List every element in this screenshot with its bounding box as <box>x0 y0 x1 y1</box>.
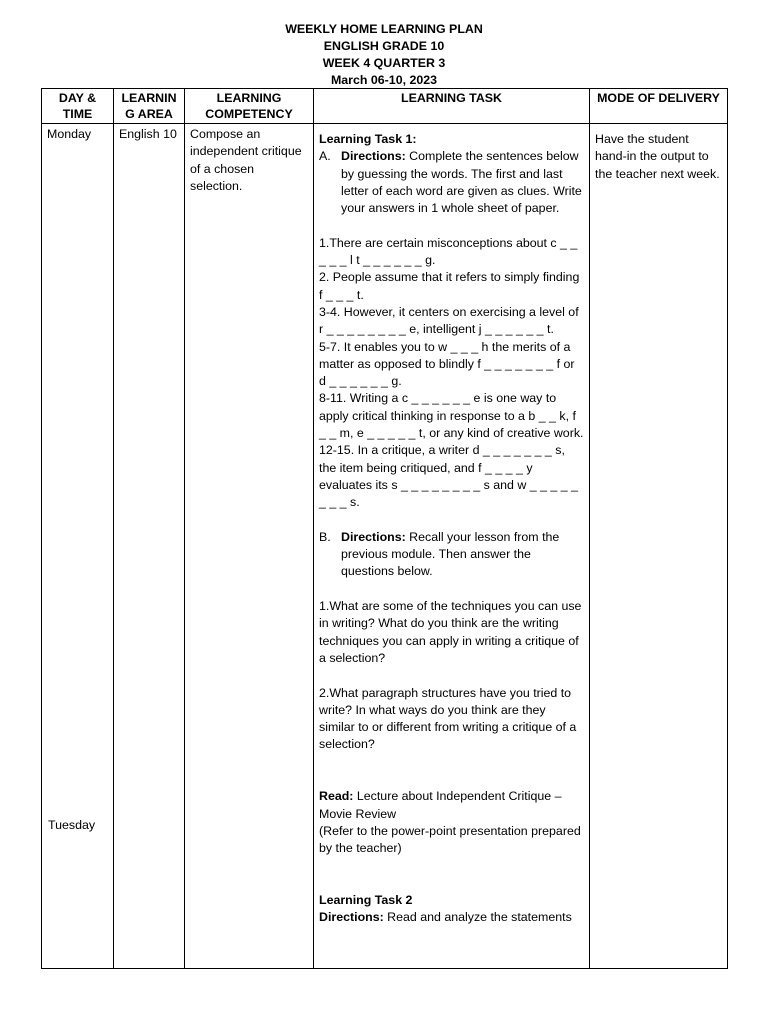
question-1: 1.What are some of the techniques you can use in writing? What do you think are the writing techniques you can apply in writing a critique of a selection? <box>319 599 582 665</box>
table-header-row <box>42 89 728 124</box>
task-item-3: 3-4. However, it centers on exercising a level of r _ _ _ _ _ _ _ _ e, intelligent j _ _ _ _ _ _ t. <box>319 304 579 337</box>
header-competency <box>185 89 314 124</box>
directions-a-text: Complete the sentences below by guessing the words. The first and last letter of each word are given as clues. Write your answers in 1 whole sheet of paper. <box>341 149 582 216</box>
directions-b <box>319 529 584 581</box>
document-header <box>0 21 768 89</box>
mode-of-delivery-cell: Have the student hand-in the output to the teacher next week. <box>590 124 728 969</box>
refer-note: (Refer to the power-point presentation prepared by the teacher) <box>319 823 581 856</box>
document-subject: ENGLISH GRADE 10 <box>323 39 445 53</box>
directions-b-marker: B. <box>319 529 331 544</box>
learning-task-cell <box>314 124 590 969</box>
document-week: WEEK 4 QUARTER 3 <box>322 56 446 70</box>
learning-task-1-title: Learning Task 1: <box>319 132 417 146</box>
table-row <box>42 124 728 969</box>
directions-b-label: Directions: <box>341 529 406 544</box>
header-mode-of-delivery: MODE OF DELIVERY <box>590 89 728 124</box>
day-monday: Monday <box>47 127 92 141</box>
competency-cell: Compose an independent critique of a chosen selection. <box>185 124 314 969</box>
document-title: WEEKLY HOME LEARNING PLAN <box>285 22 483 36</box>
header-learning-task: LEARNING TASK <box>314 89 590 124</box>
directions-a-marker: A. <box>319 149 331 164</box>
learning-task-2-title: Learning Task 2 <box>319 893 413 908</box>
header-area-line2: G AREA <box>125 107 173 121</box>
day-tuesday: Tuesday <box>48 818 96 832</box>
read-label: Read: <box>319 789 354 804</box>
header-competency-line1: LEARNING <box>216 91 282 105</box>
question-2: 2.What paragraph structures have you tried to write? In what ways do you think are they similar to or different from writing a critique of a selection? <box>319 685 577 752</box>
header-day-time-line2: TIME <box>62 107 93 121</box>
read-instruction <box>319 788 584 823</box>
read-text: Lecture about Independent Critique – Movie Review <box>319 789 562 821</box>
directions-a <box>319 148 584 217</box>
header-learning-area <box>114 89 185 124</box>
task-item-5: 8-11. Writing a c _ _ _ _ _ _ e is one way to apply critical thinking in response to a b _ _ k, f _ _ m, e _ _ _ _ _ t, or any kind of creative work. <box>319 391 584 441</box>
lt2-directions-text: Read and analyze the statements <box>383 910 572 925</box>
task-item-6: 12-15. In a critique, a writer d _ _ _ _ _ _ _ s, the item being critiqued, and f _ _ _ _ y evaluates its s _ _ _ _ _ _ _ _ s and w _ _ _ _ _ _ _ _ s. <box>319 443 578 510</box>
task-item-1: 1.There are certain misconceptions about c _ _ _ _ _ l t _ _ _ _ _ _ g. <box>319 235 578 268</box>
lt2-directions-label: Directions: <box>319 910 384 925</box>
directions-b-text: Recall your lesson from the previous module. Then answer the questions below. <box>341 529 560 579</box>
learning-task-2-directions <box>319 909 584 926</box>
header-competency-line2: COMPETENCY <box>205 107 293 121</box>
directions-a-label: Directions: <box>341 149 406 164</box>
task-item-2: 2. People assume that it refers to simply finding f _ _ _ t. <box>319 270 580 302</box>
document-date: March 06-10, 2023 <box>330 73 438 87</box>
learning-plan-table <box>41 88 728 969</box>
learning-area-cell: English 10 <box>114 124 185 969</box>
header-day-time-line1: DAY & <box>58 91 97 105</box>
header-area-line1: LEARNIN <box>121 91 177 105</box>
header-day-time <box>42 89 114 124</box>
day-cell <box>42 124 114 969</box>
task-item-4: 5-7. It enables you to w _ _ _ h the merits of a matter as opposed to blindly f _ _ _ _ _ _ _ f or d _ _ _ _ _ _ g. <box>319 339 575 389</box>
